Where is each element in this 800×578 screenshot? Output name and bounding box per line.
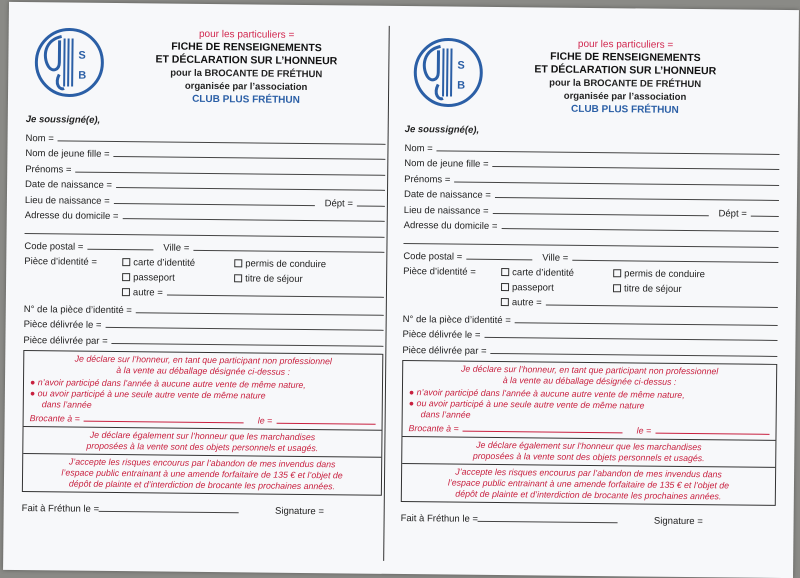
label-nom: Nom = bbox=[404, 142, 433, 154]
club-logo bbox=[413, 36, 484, 109]
decl3-line2: l’espace public entrainant à une amende forfaitaire de 135 € et l’objet de bbox=[61, 466, 343, 480]
checkbox-autre[interactable] bbox=[122, 289, 130, 297]
piece-identite-row-3 bbox=[24, 282, 384, 301]
declaration-bullets bbox=[24, 377, 382, 430]
declaration-3 bbox=[23, 453, 381, 495]
label-delivree-par: Pièce délivrée par = bbox=[23, 334, 108, 347]
input-line-nom-jeune-fille[interactable] bbox=[114, 156, 386, 160]
decl1-line2: à la vente au déballage désignée ci-dessus : bbox=[502, 374, 677, 387]
input-line-fait-a[interactable] bbox=[99, 510, 239, 512]
input-line-date-naissance[interactable] bbox=[495, 197, 779, 201]
decl2-line2: proposées à la vente sont des objets personnels et usagés. bbox=[86, 440, 319, 453]
decl1-bullet2-cont: dans l’année bbox=[420, 408, 471, 420]
checkbox-permis[interactable] bbox=[613, 270, 621, 278]
label-fait-a: Fait à Fréthun le = bbox=[400, 512, 479, 525]
option-autre[interactable] bbox=[501, 297, 542, 308]
label-num-piece: N° de la pièce d’identité = bbox=[402, 313, 511, 326]
label-code-postal: Code postal = bbox=[403, 251, 463, 263]
input-line-delivree-par[interactable] bbox=[112, 342, 384, 346]
title-line-2: ET DÉCLARATION SUR L’HONNEUR bbox=[155, 53, 338, 68]
input-line-lieu-naissance[interactable] bbox=[114, 202, 315, 205]
label-prenoms: Prénoms = bbox=[404, 173, 451, 186]
intro-text: Je soussigné(e), bbox=[25, 114, 101, 126]
label-num-piece: N° de la pièce d’identité = bbox=[23, 303, 132, 316]
label-date-naissance: Date de naissance = bbox=[25, 179, 113, 191]
paper-sheet bbox=[3, 2, 799, 578]
label-nom-jeune-fille: Nom de jeune fille = bbox=[404, 158, 489, 170]
bullet-icon: ● bbox=[29, 387, 38, 398]
event-line: pour la BROCANTE DE FRÉTHUN bbox=[549, 77, 702, 91]
organizer-line: organisée par l’association bbox=[184, 80, 308, 94]
declaration-3 bbox=[402, 463, 775, 505]
label-passeport: passeport bbox=[511, 282, 554, 294]
checkbox-passeport[interactable] bbox=[501, 284, 509, 292]
label-piece-identite: Pièce d’identité = bbox=[403, 266, 476, 278]
logo-letter-b: B bbox=[457, 79, 466, 92]
title-line-1: FICHE DE RENSEIGNEMENTS bbox=[171, 40, 322, 55]
label-dept: Dépt = bbox=[324, 197, 353, 209]
form-header bbox=[405, 16, 781, 124]
label-prenoms: Prénoms = bbox=[25, 163, 72, 176]
label-nom-jeune-fille: Nom de jeune fille = bbox=[25, 148, 110, 160]
input-line-brocante-a[interactable] bbox=[84, 420, 244, 423]
bullet-icon: ● bbox=[408, 386, 417, 397]
form-right bbox=[401, 16, 781, 527]
form-header bbox=[26, 6, 387, 114]
label-signature: Signature = bbox=[653, 515, 703, 527]
input-line-fait-a[interactable] bbox=[478, 520, 618, 522]
logo-letter-b: B bbox=[78, 69, 87, 82]
label-signature: Signature = bbox=[274, 505, 324, 517]
club-logo bbox=[34, 26, 105, 99]
option-permis[interactable] bbox=[613, 268, 705, 280]
label-brocante-a: Brocante à = bbox=[29, 412, 80, 424]
label-fait-a: Fait à Fréthun le = bbox=[21, 502, 100, 515]
header-text bbox=[500, 37, 751, 118]
checkbox-carte[interactable] bbox=[122, 259, 130, 267]
label-passeport: passeport bbox=[133, 272, 175, 284]
declaration-box bbox=[401, 360, 777, 506]
header-text bbox=[121, 27, 372, 108]
decl1-line1: Je déclare sur l’honneur, en tant que participant non professionnel bbox=[74, 353, 332, 366]
input-line-delivree-le[interactable] bbox=[484, 337, 777, 341]
label-permis: permis de conduire bbox=[624, 268, 706, 281]
field-brocante bbox=[408, 420, 769, 438]
label-titre: titre de séjour bbox=[623, 283, 682, 295]
label-brocante-a: Brocante à = bbox=[408, 422, 459, 434]
option-permis[interactable] bbox=[234, 258, 326, 270]
label-ville: Ville = bbox=[163, 242, 190, 254]
intro-text: Je soussigné(e), bbox=[404, 124, 480, 136]
title-line-1: FICHE DE RENSEIGNEMENTS bbox=[550, 50, 701, 65]
declaration-2 bbox=[402, 436, 775, 467]
declaration-box bbox=[22, 350, 383, 496]
piece-identite-row-3 bbox=[403, 292, 778, 311]
decl2-line1: Je déclare également sur l’honneur que les marchandises bbox=[89, 429, 316, 442]
signature-row bbox=[22, 498, 382, 518]
checkbox-passeport[interactable] bbox=[122, 274, 130, 282]
option-autre[interactable] bbox=[122, 287, 163, 298]
label-delivree-le: Pièce délivrée le = bbox=[402, 329, 481, 341]
input-line-num-piece[interactable] bbox=[136, 312, 384, 316]
label-adresse: Adresse du domicile = bbox=[403, 220, 498, 233]
logo-letter-s: S bbox=[457, 59, 465, 72]
signature-row bbox=[401, 508, 776, 528]
form-left bbox=[22, 6, 387, 517]
event-line: pour la BROCANTE DE FRÉTHUN bbox=[170, 67, 323, 81]
label-autre: autre = bbox=[511, 297, 542, 309]
checkbox-titre[interactable] bbox=[234, 275, 242, 283]
club-name: CLUB PLUS FRÉTHUN bbox=[570, 103, 679, 116]
declaration-bullets bbox=[402, 387, 775, 440]
label-permis: permis de conduire bbox=[245, 258, 327, 271]
option-passeport[interactable] bbox=[501, 282, 613, 294]
input-line-autre[interactable] bbox=[167, 295, 384, 298]
decl2-line1: Je déclare également sur l’honneur que les marchandises bbox=[476, 439, 702, 452]
input-line-ville[interactable] bbox=[572, 260, 778, 263]
label-dept: Dépt = bbox=[718, 207, 747, 220]
field-delivree-par bbox=[402, 340, 777, 359]
label-delivree-par: Pièce délivrée par = bbox=[402, 344, 487, 357]
bullet-icon: ● bbox=[408, 397, 417, 408]
subtitle: pour les particuliers = bbox=[577, 38, 674, 51]
input-line-nom-jeune-fille[interactable] bbox=[493, 166, 780, 170]
label-carte: carte d’identité bbox=[512, 267, 575, 279]
input-line-autre[interactable] bbox=[546, 305, 778, 308]
input-line-code-postal[interactable] bbox=[466, 259, 532, 261]
decl3-line1: J’accepte les risques encourus par l’abandon de mes invendus dans bbox=[455, 466, 722, 479]
label-code-postal: Code postal = bbox=[24, 241, 84, 253]
input-line-dept[interactable] bbox=[357, 205, 385, 206]
decl1-line2: à la vente au déballage désignée ci-dessus : bbox=[116, 364, 291, 377]
label-nom: Nom = bbox=[25, 132, 54, 144]
input-line-code-postal[interactable] bbox=[87, 249, 153, 251]
declaration-1 bbox=[24, 351, 382, 381]
input-line-brocante-a[interactable] bbox=[463, 430, 623, 433]
label-brocante-le: le = bbox=[257, 415, 273, 426]
decl3-line3: dépôt de plainte et d’interdiction de brocante les prochaines années. bbox=[68, 478, 336, 491]
option-passeport[interactable] bbox=[122, 272, 234, 284]
decl1-bullet1: n’avoir participé dans l’année à aucune autre vente de même nature, bbox=[416, 386, 685, 400]
input-line-adresse[interactable] bbox=[501, 228, 778, 232]
label-titre: titre de séjour bbox=[245, 273, 303, 285]
checkbox-autre[interactable] bbox=[501, 299, 509, 307]
decl1-line1: Je déclare sur l’honneur, en tant que participant non professionnel bbox=[461, 363, 719, 376]
subtitle: pour les particuliers = bbox=[198, 28, 295, 41]
label-piece-identite: Pièce d’identité = bbox=[24, 256, 97, 268]
label-date-naissance: Date de naissance = bbox=[403, 189, 491, 201]
label-lieu-naissance: Lieu de naissance = bbox=[403, 204, 489, 217]
decl3-line3: dépôt de plainte et d’interdiction de brocante les prochaines années. bbox=[455, 488, 722, 501]
organizer-line: organisée par l’association bbox=[563, 90, 687, 103]
decl1-bullet2: ou avoir participé à une seule autre vente de même nature bbox=[37, 387, 266, 401]
input-line-num-piece[interactable] bbox=[515, 322, 778, 326]
input-line-dept[interactable] bbox=[751, 215, 779, 216]
input-line-lieu-naissance[interactable] bbox=[493, 212, 709, 215]
input-line-date-naissance[interactable] bbox=[116, 187, 385, 191]
checkbox-titre[interactable] bbox=[613, 285, 621, 293]
decl2-line2: proposées à la vente sont des objets personnels et usagés. bbox=[472, 450, 705, 463]
decl3-line2: l’espace public entrainant à une amende forfaitaire de 135 € et l’objet de bbox=[447, 477, 730, 490]
field-brocante bbox=[30, 410, 376, 428]
label-ville: Ville = bbox=[542, 252, 569, 264]
club-name: CLUB PLUS FRÉTHUN bbox=[192, 93, 300, 106]
input-line-brocante-le[interactable] bbox=[655, 432, 769, 434]
option-carte-identite[interactable] bbox=[122, 257, 234, 269]
logo-letter-s: S bbox=[78, 49, 86, 62]
decl1-bullet1: n’avoir participé dans l’année à aucune autre vente de même nature, bbox=[37, 376, 306, 390]
input-line-delivree-par[interactable] bbox=[491, 352, 778, 356]
label-delivree-le: Pièce délivrée le = bbox=[23, 319, 102, 331]
input-line-adresse[interactable] bbox=[122, 218, 384, 222]
option-titre-sejour[interactable] bbox=[613, 283, 682, 295]
label-autre: autre = bbox=[132, 287, 163, 299]
option-titre-sejour[interactable] bbox=[234, 273, 303, 285]
label-adresse: Adresse du domicile = bbox=[24, 210, 119, 223]
input-line-ville[interactable] bbox=[193, 250, 384, 253]
declaration-1 bbox=[403, 361, 776, 391]
field-delivree-par bbox=[23, 330, 383, 349]
option-carte-identite[interactable] bbox=[501, 267, 613, 279]
decl1-bullet2: ou avoir participé à une seule autre vente de même nature bbox=[416, 397, 645, 411]
checkbox-permis[interactable] bbox=[234, 260, 242, 268]
label-lieu-naissance: Lieu de naissance = bbox=[24, 194, 110, 207]
input-line-brocante-le[interactable] bbox=[276, 422, 375, 424]
label-brocante-le: le = bbox=[636, 424, 652, 436]
bullet-icon: ● bbox=[29, 376, 38, 387]
label-carte: carte d’identité bbox=[133, 257, 196, 269]
decl3-line1: J’accepte les risques encourus par l’abandon de mes invendus dans bbox=[68, 456, 336, 469]
checkbox-carte[interactable] bbox=[501, 269, 509, 277]
input-line-delivree-le[interactable] bbox=[105, 327, 383, 331]
decl1-bullet2-cont: dans l’année bbox=[41, 398, 92, 410]
declaration-2 bbox=[23, 426, 381, 457]
title-line-2: ET DÉCLARATION SUR L’HONNEUR bbox=[534, 63, 717, 78]
